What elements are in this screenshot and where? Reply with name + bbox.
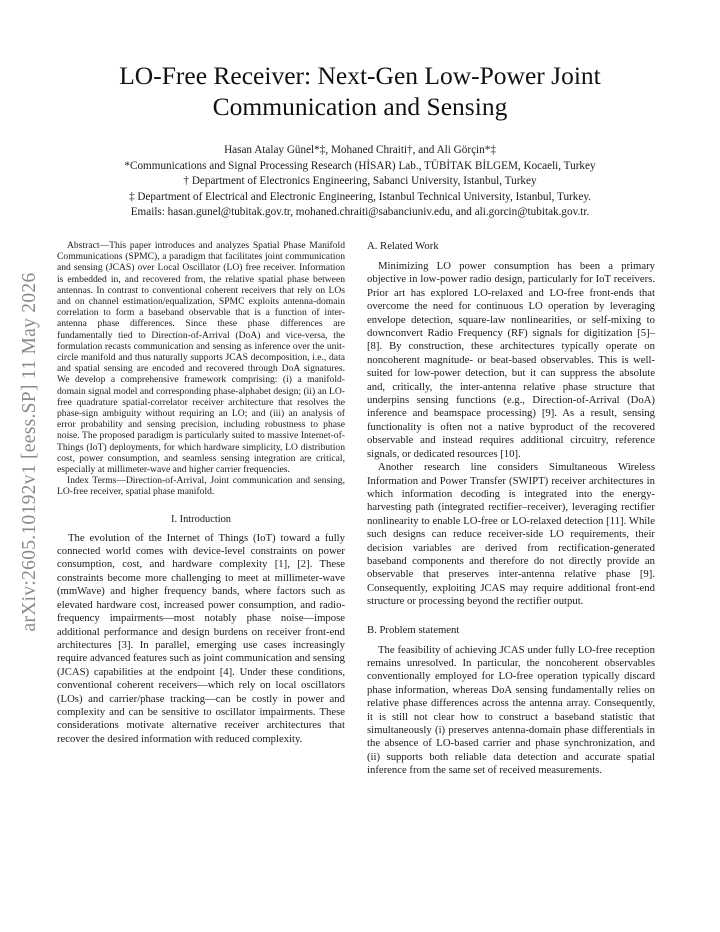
index-terms: Index Terms—Direction-of-Arrival, Joint communication and sensing, LO-free receiver, spatial phase manifold.	[57, 475, 345, 498]
affiliation-1: *Communications and Signal Processing Research (HİSAR) Lab., TÜBİTAK BİLGEM, Kocaeli, Turkey	[124, 159, 596, 172]
abstract-text: Abstract—This paper introduces and analyzes Spatial Phase Manifold Communications (SPMC), a paradigm that facilitates joint communication and sensing (JCAS) over Local Oscillator (LO) free receiver. Information is embedded in, and recovered from, the relative spatial phase between antennas. In contrast to conventional coherent receivers that rely on LOs and on channel estimation/equalization, SPMC exploits antenna-domain correlation to form a baseband observable that is a function of inter-antenna phase differences. Since these phase differences are fundamentally tied to Direction-of-Arrival (DoA) and vice-versa, the formulation recasts communication and sensing as inference over the unit-circle manifold and thus naturally supports JCAS decomposition, i.e., data and spatial sensing are encoded and recovered through DoA signatures. We develop a comprehensive framework comprising: (i) a manifold-domain signal model and corresponding phase-alphabet design; (ii) an LO-free quadrature spatial-correlator receiver architecture that resolves the phase-sign ambiguity without requiring an LO; and (iii) an analysis of error probability and sensing precision, including robustness to phase noise. The proposed paradigm is particularly suited to massive Internet-of-Things (IoT) deployments, for which hardware simplicity, LO distribution cost, power consumption, and seamless sensing integration are critical, especially at millimeter-wave and higher carrier frequencies.	[57, 240, 345, 476]
problem-statement-section	[367, 644, 655, 778]
paper-title	[60, 60, 660, 122]
paper-title-line-2: Communication and Sensing	[212, 92, 508, 121]
arxiv-identifier: arXiv:2605.10192v1 [eess.SP] 11 May 2026	[19, 272, 40, 632]
introduction-section	[57, 532, 345, 747]
related-work-section	[367, 260, 655, 609]
related-work-paragraph-1: Minimizing LO power consumption has been a primary objective in low-power radio design, particularly for IoT receivers. Prior art has explored LO-relaxed and LO-free front-ends that overcome the need for continuous LO operation by leveraging envelope detection, square-law nonlinearities, or self-mixing to downconvert Radio Frequency (RF) signals for digitization [5]–[8]. By construction, these architectures typically operate on noncoherent magnitude- or beat-based observables. This is well-suited for low-power detection, but it can suppress the absolute and, critically, the inter-antenna relative phase structure that underpins sensing functions (e.g., Direction-of-Arrival (DoA) inference and beamspace processing) [9]. As a result, sensing functionality is often not a native byproduct of the recovered observable and instead requires additional circuitry, reference signals, or dedicated resources [10].	[367, 260, 655, 460]
introduction-heading: I. Introduction	[170, 513, 232, 525]
affiliation-3: ‡ Department of Electrical and Electronic Engineering, Istanbul Technical University, Istanbul, Turkey.	[128, 190, 591, 203]
problem-statement-heading: B. Problem statement	[367, 623, 460, 636]
related-work-heading: A. Related Work	[367, 240, 439, 252]
right-column	[367, 240, 655, 778]
author-emails: Emails: hasan.gunel@tubitak.gov.tr, mohaned.chraiti@sabanciuniv.edu, and ali.gorcin@tubitak.gov.tr.	[130, 206, 590, 218]
arxiv-sidebar-stamp	[18, 272, 42, 632]
abstract-section	[57, 240, 345, 498]
author-names: Hasan Atalay Günel*‡, Mohaned Chraiti†, and Ali Görçin*‡	[224, 144, 496, 156]
author-block	[40, 143, 680, 221]
related-work-paragraph-2: Another research line considers Simultaneous Wireless Information and Power Transfer (SWIPT) receiver architectures in which information decoding is integrated into the energy-harvesting path (integrated rectifier–receiver), leveraging rectifier nonlinearity to enable LO-free or LO-relaxed detection [11]. While such designs can reduce receiver-side LO requirements, their decision variables are derived from rectification-generated baseband components and therefore do not directly provide an observable that preserves inter-antenna relative phase [9]. Consequently, exploiting JCAS may require additional front-end structure or processing beyond the rectifier output.	[367, 461, 655, 608]
introduction-paragraph: The evolution of the Internet of Things (IoT) toward a fully connected world comes with device-level constraints on power consumption, cost, and hardware complexity [1], [2]. These constraints become more challenging to meet at millimeter-wave (mmWave) and higher frequency bands, where factors such as elevated hardware cost, increased power consumption, and radio-frequency impairments—most notably phase noise—impose additional performance and design burdens on receiver front-end architectures [3]. In parallel, emerging use cases increasingly require advanced features such as joint communication and sensing (JCAS) capabilities at the endpoint [4]. Under these conditions, conventional coherent receivers—which rely on local oscillators (LOs) and carrier/phase tracking—can be costly in power and complexity and can be sensitive to oscillator impairments. These considerations motivate alternative receiver architectures that recover the desired information with reduced complexity.	[57, 531, 345, 745]
affiliation-2: † Department of Electronics Engineering, Sabanci University, Istanbul, Turkey	[183, 175, 537, 187]
left-column	[57, 240, 345, 746]
problem-statement-paragraph: The feasibility of achieving JCAS under fully LO-free reception remains unresolved. In particular, the noncoherent observables conventionally employed for LO-free operation typically discard phase information, whereas DoA sensing fundamentally relies on relative phase differences across the antenna array. Consequently, it is still not clear how to construct a baseband statistic that simultaneously (i) preserves antenna-domain phase differentials in the absence of LO-based carrier and phase synchronization, and (ii) supports both reliable data detection and accurate spatial inference from the same set of received measurements.	[367, 643, 655, 777]
paper-title-line-1: LO-Free Receiver: Next-Gen Low-Power Joint	[119, 61, 601, 90]
